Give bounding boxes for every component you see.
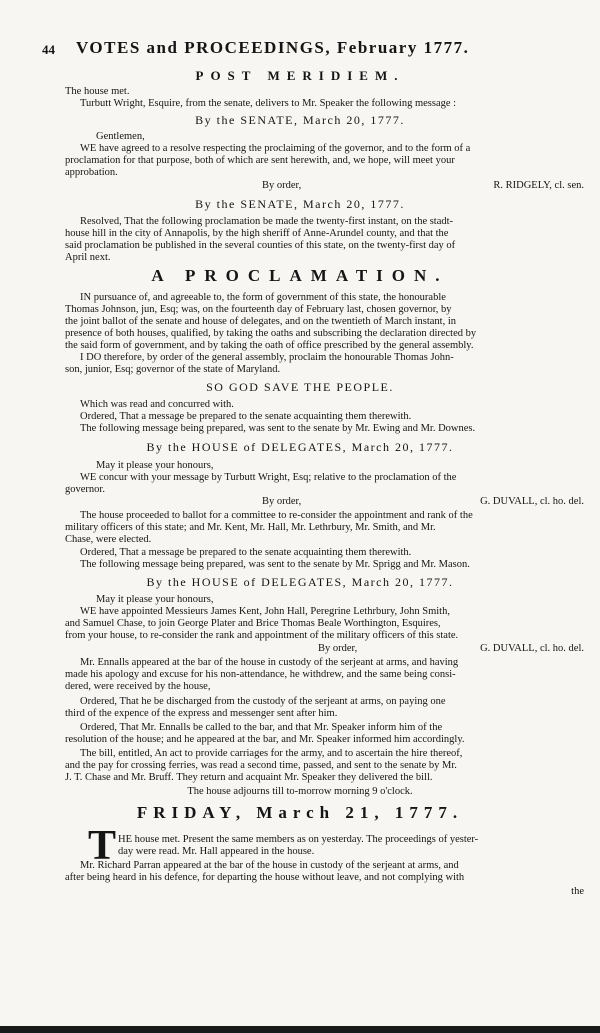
- text-line: third of the expence of the express and messenger sent after him.: [65, 708, 338, 719]
- proclamation-title: A PROCLAMATION.: [151, 266, 449, 285]
- text-line: Ordered, That Mr. Ennalls be called to the bar, and that Mr. Speaker inform him of the: [80, 722, 443, 733]
- text-line: IN pursuance of, and agreeable to, the form of government of this state, the honourable: [80, 292, 446, 303]
- text-line: military officers of this state; and Mr. Kent, Mr. Hall, Mr. Lethrbury, Mr. Smith, and Mr.: [65, 522, 436, 533]
- text-line: By the SENATE, March 20, 1777.: [195, 113, 405, 127]
- text-line: May it please your honours,: [96, 460, 214, 471]
- day-heading: FRIDAY, March 21, 1777.: [136, 803, 464, 822]
- text-line: By order,: [262, 180, 302, 191]
- text-line: Ordered, That a message be prepared to the senate acquainting them therewith.: [80, 411, 412, 422]
- text-line: the joint ballot of the senate and house of delegates, and on the twentieth of March instant, in: [65, 316, 457, 327]
- text-line: SO GOD SAVE THE PEOPLE.: [206, 380, 394, 394]
- text-line: proclamation for that purpose, both of which are sent herewith, and, we hope, will meet your: [65, 155, 455, 166]
- text-line: Turbutt Wright, Esquire, from the senate, delivers to Mr. Speaker the following message :: [80, 98, 457, 109]
- text-line: The house adjourns till to-morrow morning 9 o'clock.: [187, 786, 413, 797]
- text-line: May it please your honours,: [96, 594, 214, 605]
- text-line: J. T. Chase and Mr. Bruff. They return and acquaint Mr. Speaker they delivered the bill.: [65, 772, 433, 783]
- text-line: resolution of the house; and he appeared at the bar, and Mr. Speaker informed him accordingly.: [65, 734, 465, 745]
- text-line: WE have appointed Messieurs James Kent, John Hall, Peregrine Lethrbury, John Smith,: [80, 606, 450, 617]
- text-line: after being heard in his defence, for departing the house without leave, and not complying with: [65, 872, 465, 883]
- text-line: R. RIDGELY, cl. sen.: [493, 180, 584, 191]
- text-line: house hill in the city of Annapolis, by the high sheriff of Anne-Arundel county, and that the: [65, 228, 449, 239]
- text-line: son, junior, Esq; governor of the state of Maryland.: [65, 364, 281, 375]
- text-line: and the pay for crossing ferries, was read a second time, passed, and sent to the senate by Mr.: [65, 760, 457, 771]
- page-number: 44: [42, 42, 55, 57]
- text-line: The following message being prepared, was sent to the senate by Mr. Ewing and Mr. Downes.: [80, 423, 476, 434]
- text-line: WE concur with your message by Turbutt Wright, Esq; relative to the proclamation of the: [80, 472, 457, 483]
- text-line: WE have agreed to a resolve respecting the proclaiming of the governor, and to the form of a: [80, 143, 471, 154]
- text-line: day were read. Mr. Hall appeared in the house.: [118, 846, 315, 857]
- text-line: dered, were received by the house,: [65, 681, 211, 692]
- text-line: Which was read and concurred with.: [80, 399, 234, 410]
- text-line: HE house met. Present the same members as on yesterday. The proceedings of yester-: [118, 834, 479, 845]
- text-line: the said form of government, and by taking the oath of office prescribed by the general assembly.: [65, 340, 474, 351]
- text-line: The following message being prepared, was sent to the senate by Mr. Sprigg and Mr. Mason.: [80, 559, 470, 570]
- text-line: approbation.: [65, 167, 118, 178]
- text-line: By the SENATE, March 20, 1777.: [195, 197, 405, 211]
- text-line: made his apology and excuse for his non-attendance, he withdrew, and the same being consi-: [65, 669, 456, 680]
- text-line: I DO therefore, by order of the general assembly, proclaim the honourable Thomas John-: [80, 352, 454, 363]
- text-line: and Samuel Chase, to join George Plater and Brice Thomas Beale Worthington, Esquires,: [65, 618, 441, 629]
- text-line: G. DUVALL, cl. ho. del.: [480, 496, 584, 507]
- text-line: By the HOUSE of DELEGATES, March 20, 1777.: [146, 575, 454, 589]
- text-line: Thomas Johnson, jun, Esq; was, on the fourteenth day of February last, chosen governor, by: [65, 304, 452, 315]
- catchword: the: [571, 886, 584, 897]
- scan-edge-bar: [0, 1026, 600, 1033]
- text-line: By order,: [262, 496, 302, 507]
- text-line: The house proceeded to ballot for a committee to re-consider the appointment and rank of the: [80, 510, 473, 521]
- text-line: Gentlemen,: [96, 131, 145, 142]
- text-line: governor.: [65, 484, 105, 495]
- text-line: By the HOUSE of DELEGATES, March 20, 1777.: [146, 440, 454, 454]
- text-line: Ordered, That a message be prepared to the senate acquainting them therewith.: [80, 547, 412, 558]
- text-line: By order,: [318, 643, 358, 654]
- text-line: from your house, to re-consider the rank and appointment of the military officers of this state.: [65, 630, 459, 641]
- text-line: The bill, entitled, An act to provide carriages for the army, and to ascertain the hire thereof,: [80, 748, 463, 759]
- running-head: VOTES and PROCEEDINGS, February 1777.: [76, 38, 470, 57]
- text-line: said proclamation be published in the several counties of this state, on the twenty-first day of: [65, 240, 456, 251]
- text-line: G. DUVALL, cl. ho. del.: [480, 643, 584, 654]
- text-line: The house met.: [65, 86, 130, 97]
- drop-cap: T: [88, 823, 117, 869]
- text-line: Ordered, That he be discharged from the custody of the serjeant at arms, on paying one: [80, 696, 446, 707]
- text-line: Mr. Richard Parran appeared at the bar of the house in custody of the serjeant at arms, and: [80, 860, 459, 871]
- text-line: Resolved, That the following proclamation be made the twenty-first instant, on the stadt-: [80, 216, 454, 227]
- text-line: Mr. Ennalls appeared at the bar of the house in custody of the serjeant at arms, and having: [80, 657, 459, 668]
- section-title: POST MERIDIEM.: [195, 68, 405, 83]
- text-line: presence of both houses, qualified, by taking the oaths and subscribing the declaration directed by: [65, 328, 477, 339]
- text-line: Chase, were elected.: [65, 534, 152, 545]
- text-line: April next.: [65, 252, 111, 263]
